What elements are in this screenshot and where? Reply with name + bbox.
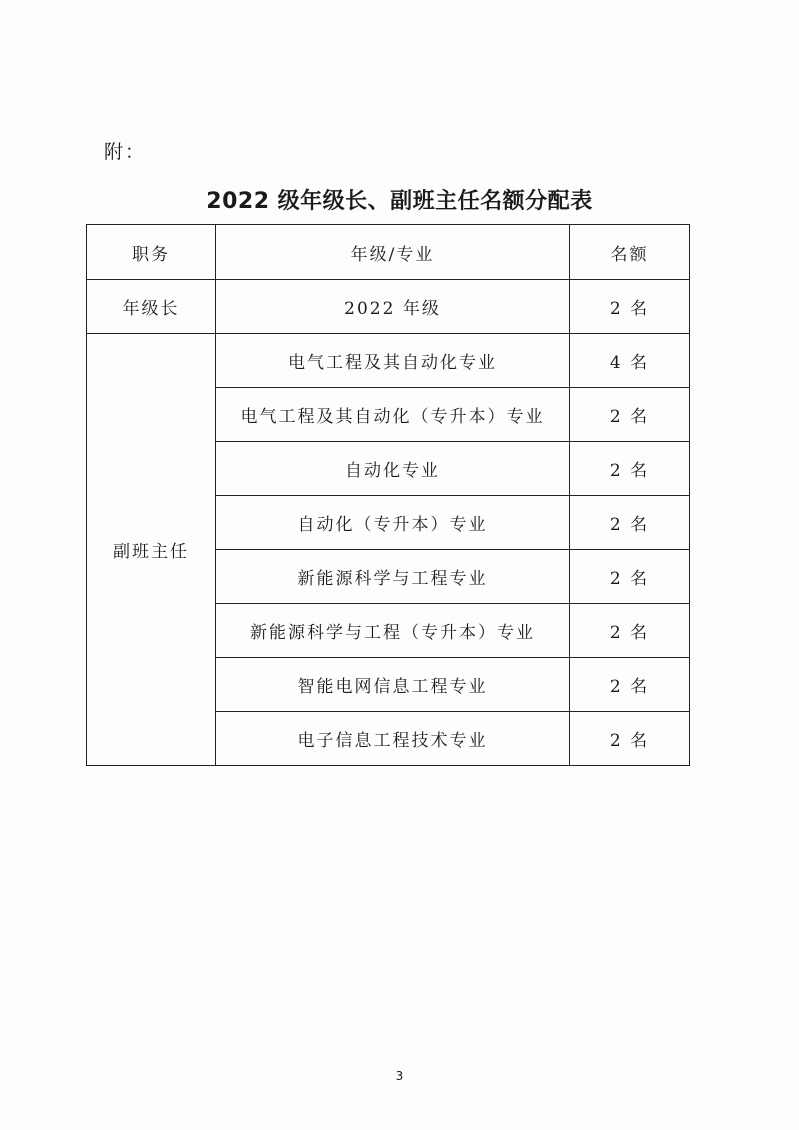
quota-cell: 2 名 xyxy=(570,280,690,334)
role-cell: 副班主任 xyxy=(87,334,216,766)
header-grade-major: 年级/专业 xyxy=(216,225,570,280)
major-cell: 电气工程及其自动化专业 xyxy=(216,334,570,388)
header-quota: 名额 xyxy=(570,225,690,280)
major-cell: 自动化（专升本）专业 xyxy=(216,496,570,550)
quota-cell: 2 名 xyxy=(570,550,690,604)
quota-cell: 2 名 xyxy=(570,604,690,658)
major-cell: 新能源科学与工程专业 xyxy=(216,550,570,604)
quota-cell: 2 名 xyxy=(570,496,690,550)
quota-allocation-table xyxy=(86,224,690,766)
page-number: 3 xyxy=(395,1069,404,1083)
quota-cell: 4 名 xyxy=(570,334,690,388)
major-cell: 自动化专业 xyxy=(216,442,570,496)
quota-cell: 2 名 xyxy=(570,658,690,712)
table-header-row xyxy=(87,225,690,280)
quota-cell: 2 名 xyxy=(570,712,690,766)
header-role: 职务 xyxy=(87,225,216,280)
table-row xyxy=(87,334,690,388)
grade-cell: 2022 年级 xyxy=(216,280,570,334)
document-title: 2022 级年级长、副班主任名额分配表 xyxy=(206,189,593,214)
major-cell: 电子信息工程技术专业 xyxy=(216,712,570,766)
table-row xyxy=(87,280,690,334)
major-cell: 智能电网信息工程专业 xyxy=(216,658,570,712)
attachment-label: 附： xyxy=(104,141,147,163)
quota-cell: 2 名 xyxy=(570,388,690,442)
major-cell: 电气工程及其自动化（专升本）专业 xyxy=(216,388,570,442)
major-cell: 新能源科学与工程（专升本）专业 xyxy=(216,604,570,658)
quota-cell: 2 名 xyxy=(570,442,690,496)
role-cell: 年级长 xyxy=(87,280,216,334)
